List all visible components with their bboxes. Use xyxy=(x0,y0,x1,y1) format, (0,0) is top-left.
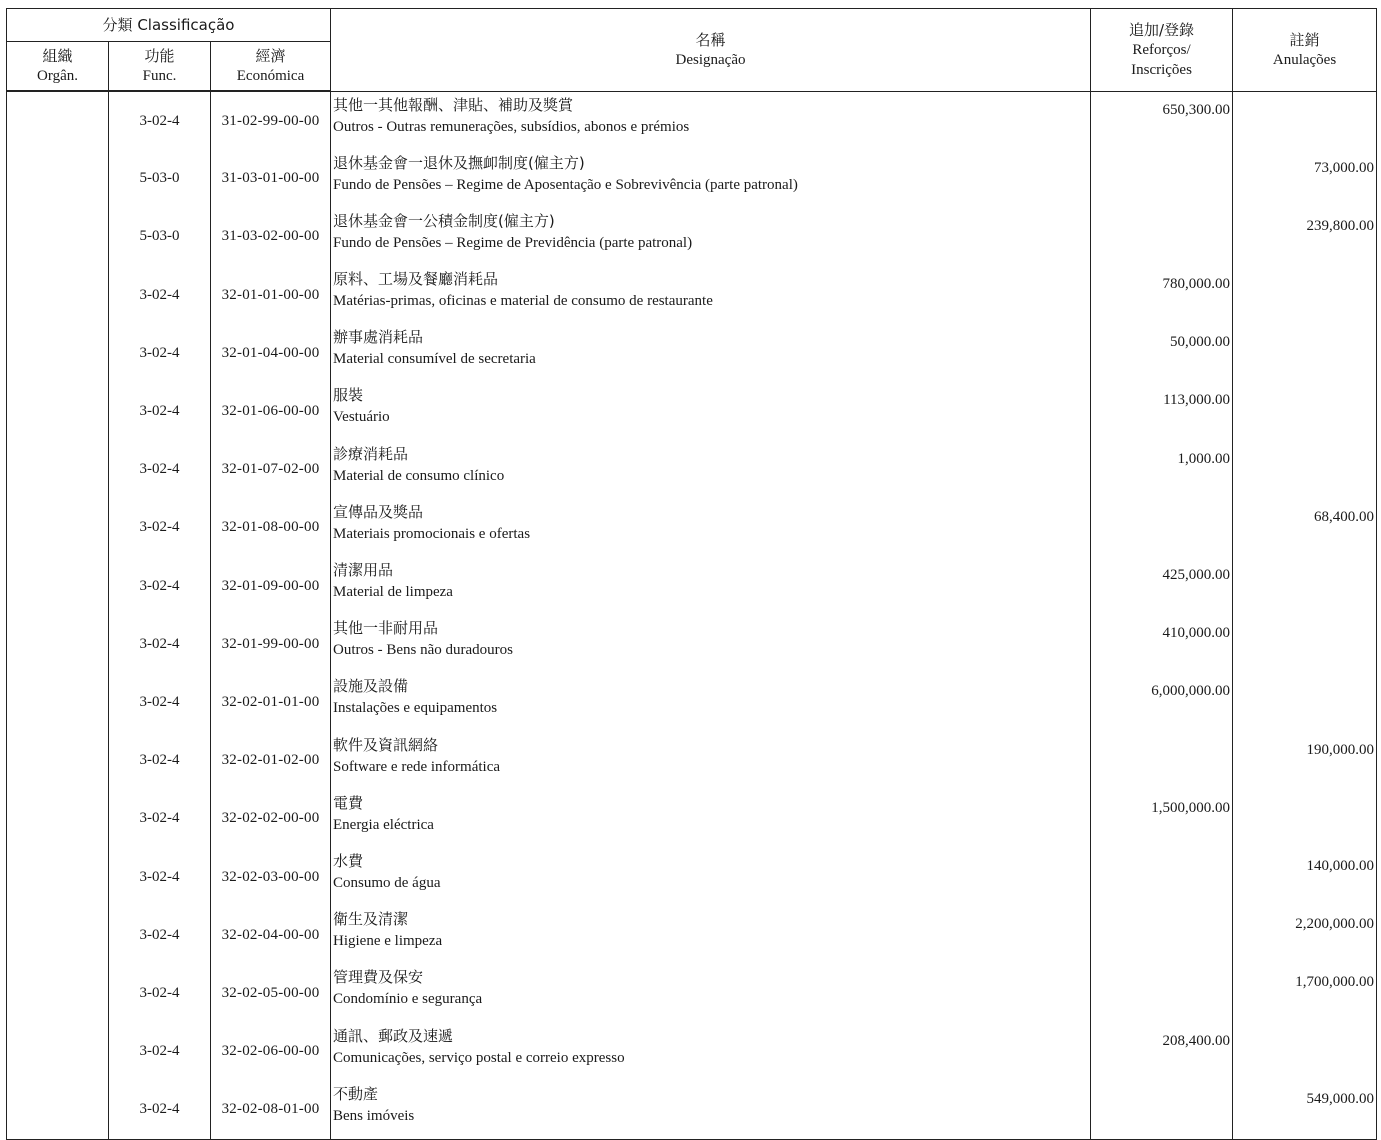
designation-zh: 退休基金會一退休及撫卹制度(僱主方) xyxy=(333,153,585,172)
econ-code-cell: 32-02-05-00-00 xyxy=(211,964,331,1022)
budget-table xyxy=(6,8,1377,1140)
reforco-amount: 208,400.00 xyxy=(1091,1023,1233,1081)
organ-cell xyxy=(7,790,109,848)
econ-header-pt: Económica xyxy=(236,68,305,84)
organ-cell xyxy=(7,964,109,1022)
designation-zh: 辦事處消耗品 xyxy=(333,328,424,347)
reforco-amount: 50,000.00 xyxy=(1091,324,1233,382)
organ-cell xyxy=(7,208,109,266)
designation-pt: Energia eléctrica xyxy=(333,816,434,833)
designation-zh: 設施及設備 xyxy=(333,677,409,696)
anulacao-amount: 190,000.00 xyxy=(1233,732,1377,790)
reforcos-header-pt2: Inscrições xyxy=(1131,61,1192,78)
designation-zh: 通訊、郵政及速遞 xyxy=(333,1026,454,1045)
anulacoes-header-pt: Anulações xyxy=(1272,51,1337,68)
designation-cell xyxy=(331,324,1091,382)
designation-zh: 服裝 xyxy=(333,386,364,405)
econ-code-cell: 32-02-01-01-00 xyxy=(211,673,331,731)
econ-code-cell: 32-01-04-00-00 xyxy=(211,324,331,382)
table-row xyxy=(7,91,1377,150)
anulacao-amount xyxy=(1233,441,1377,499)
econ-code-cell: 32-02-03-00-00 xyxy=(211,848,331,906)
designation-zh: 衛生及清潔 xyxy=(333,910,409,929)
func-code-cell: 3-02-4 xyxy=(109,324,211,382)
func-code-cell: 3-02-4 xyxy=(109,266,211,324)
reforco-amount: 410,000.00 xyxy=(1091,615,1233,673)
designation-cell xyxy=(331,964,1091,1022)
func-code-cell: 3-02-4 xyxy=(109,615,211,673)
econ-code-cell: 32-01-07-02-00 xyxy=(211,441,331,499)
func-code-cell: 3-02-4 xyxy=(109,91,211,150)
table-row xyxy=(7,1023,1377,1081)
designation-cell xyxy=(331,1023,1091,1081)
anulacoes-header xyxy=(1233,9,1377,92)
table-row xyxy=(7,324,1377,382)
table-row xyxy=(7,382,1377,440)
table-row xyxy=(7,499,1377,557)
designation-pt: Comunicações, serviço postal e correio expresso xyxy=(333,1049,625,1066)
econ-code-cell: 31-03-01-00-00 xyxy=(211,150,331,208)
designation-zh: 軟件及資訊網絡 xyxy=(333,735,439,754)
designation-pt: Materiais promocionais e ofertas xyxy=(333,525,531,542)
designation-header-zh: 名稱 xyxy=(695,30,726,49)
reforco-amount xyxy=(1091,732,1233,790)
econ-code-cell: 32-01-06-00-00 xyxy=(211,382,331,440)
designation-header-pt: Designação xyxy=(675,51,746,68)
table-row xyxy=(7,150,1377,208)
reforco-amount xyxy=(1091,1081,1233,1140)
func-header xyxy=(109,42,211,92)
organ-header-zh: 組織 xyxy=(42,47,73,65)
designation-pt: Material de consumo clínico xyxy=(333,467,505,484)
reforco-amount: 780,000.00 xyxy=(1091,266,1233,324)
designation-cell xyxy=(331,906,1091,964)
econ-code-cell: 31-02-99-00-00 xyxy=(211,91,331,150)
designation-zh: 其他一非耐用品 xyxy=(333,619,439,638)
func-header-zh: 功能 xyxy=(144,47,175,65)
organ-cell xyxy=(7,91,109,150)
designation-zh: 清潔用品 xyxy=(333,561,394,579)
econ-code-cell: 32-02-01-02-00 xyxy=(211,732,331,790)
organ-cell xyxy=(7,382,109,440)
reforcos-header-zh: 追加/登錄 xyxy=(1128,20,1195,39)
anulacao-amount: 2,200,000.00 xyxy=(1233,906,1377,964)
reforco-amount xyxy=(1091,906,1233,964)
econ-code-cell: 31-03-02-00-00 xyxy=(211,208,331,266)
designation-pt: Condomínio e segurança xyxy=(333,991,483,1008)
anulacao-amount xyxy=(1233,557,1377,615)
designation-pt: Vestuário xyxy=(333,409,390,426)
econ-header-zh: 經濟 xyxy=(255,47,286,65)
func-code-cell: 3-02-4 xyxy=(109,848,211,906)
anulacao-amount: 68,400.00 xyxy=(1233,499,1377,557)
designation-pt: Bens imóveis xyxy=(333,1107,415,1124)
designation-cell xyxy=(331,673,1091,731)
table-row xyxy=(7,673,1377,731)
anulacao-amount: 239,800.00 xyxy=(1233,208,1377,266)
organ-cell xyxy=(7,673,109,731)
anulacao-amount: 549,000.00 xyxy=(1233,1081,1377,1140)
table-row xyxy=(7,732,1377,790)
designation-cell xyxy=(331,266,1091,324)
designation-zh: 原料、工場及餐廳消耗品 xyxy=(333,270,499,289)
table-row xyxy=(7,848,1377,906)
table-row xyxy=(7,441,1377,499)
reforco-amount: 6,000,000.00 xyxy=(1091,673,1233,731)
econ-code-cell: 32-01-08-00-00 xyxy=(211,499,331,557)
table-row xyxy=(7,964,1377,1022)
func-code-cell: 3-02-4 xyxy=(109,1081,211,1140)
designation-zh: 診療消耗品 xyxy=(333,444,409,463)
table-body xyxy=(7,91,1377,1139)
anulacao-amount xyxy=(1233,91,1377,150)
organ-cell xyxy=(7,324,109,382)
reforco-amount: 650,300.00 xyxy=(1091,91,1233,150)
organ-header xyxy=(7,42,109,92)
organ-cell xyxy=(7,499,109,557)
anulacao-amount xyxy=(1233,266,1377,324)
reforcos-header xyxy=(1091,9,1233,92)
reforco-amount xyxy=(1091,208,1233,266)
econ-code-cell: 32-02-02-00-00 xyxy=(211,790,331,848)
anulacao-amount xyxy=(1233,790,1377,848)
designation-header xyxy=(331,9,1091,92)
reforco-amount: 425,000.00 xyxy=(1091,557,1233,615)
reforco-amount xyxy=(1091,848,1233,906)
designation-pt: Software e rede informática xyxy=(333,758,501,775)
organ-cell xyxy=(7,266,109,324)
designation-cell xyxy=(331,557,1091,615)
designation-cell xyxy=(331,91,1091,150)
econ-header xyxy=(211,42,331,92)
designation-cell xyxy=(331,848,1091,906)
table-header xyxy=(7,9,1377,92)
designation-cell xyxy=(331,615,1091,673)
anulacao-amount: 140,000.00 xyxy=(1233,848,1377,906)
organ-cell xyxy=(7,615,109,673)
func-code-cell: 3-02-4 xyxy=(109,557,211,615)
func-code-cell: 3-02-4 xyxy=(109,732,211,790)
designation-zh: 水費 xyxy=(333,851,364,870)
designation-cell xyxy=(331,790,1091,848)
econ-code-cell: 32-01-99-00-00 xyxy=(211,615,331,673)
designation-pt: Consumo de água xyxy=(333,874,441,891)
designation-zh: 退休基金會一公積金制度(僱主方) xyxy=(333,211,555,230)
table-row xyxy=(7,615,1377,673)
table-row xyxy=(7,266,1377,324)
organ-header-pt: Orgân. xyxy=(37,68,78,84)
func-code-cell: 3-02-4 xyxy=(109,964,211,1022)
func-code-cell: 3-02-4 xyxy=(109,673,211,731)
func-code-cell: 5-03-0 xyxy=(109,208,211,266)
designation-pt: Higiene e limpeza xyxy=(333,933,443,950)
anulacoes-header-zh: 註銷 xyxy=(1289,30,1320,49)
reforco-amount: 113,000.00 xyxy=(1091,382,1233,440)
organ-cell xyxy=(7,150,109,208)
designation-pt: Material de limpeza xyxy=(333,584,453,600)
designation-cell xyxy=(331,382,1091,440)
table-row xyxy=(7,208,1377,266)
organ-cell xyxy=(7,441,109,499)
table-row xyxy=(7,557,1377,615)
designation-pt: Material consumível de secretaria xyxy=(333,351,536,368)
reforco-amount: 1,500,000.00 xyxy=(1091,790,1233,848)
reforcos-header-pt1: Reforços/ xyxy=(1132,41,1191,58)
designation-zh: 管理費及保安 xyxy=(333,968,424,987)
reforco-amount: 1,000.00 xyxy=(1091,441,1233,499)
func-code-cell: 3-02-4 xyxy=(109,382,211,440)
designation-cell xyxy=(331,732,1091,790)
anulacao-amount: 73,000.00 xyxy=(1233,150,1377,208)
func-code-cell: 3-02-4 xyxy=(109,499,211,557)
designation-zh: 其他一其他報酬、津貼、補助及獎賞 xyxy=(333,95,574,114)
designation-cell xyxy=(331,1081,1091,1140)
table-row xyxy=(7,1081,1377,1140)
func-code-cell: 3-02-4 xyxy=(109,906,211,964)
designation-cell xyxy=(331,150,1091,208)
organ-cell xyxy=(7,906,109,964)
designation-pt: Outros - Bens não duradouros xyxy=(333,642,513,659)
organ-cell xyxy=(7,557,109,615)
econ-code-cell: 32-02-06-00-00 xyxy=(211,1023,331,1081)
anulacao-amount xyxy=(1233,324,1377,382)
organ-cell xyxy=(7,732,109,790)
anulacao-amount xyxy=(1233,615,1377,673)
func-code-cell: 5-03-0 xyxy=(109,150,211,208)
table-row xyxy=(7,790,1377,848)
designation-pt: Fundo de Pensões – Regime de Previdência (parte patronal) xyxy=(333,234,693,251)
reforco-amount xyxy=(1091,964,1233,1022)
designation-cell xyxy=(331,499,1091,557)
organ-cell xyxy=(7,848,109,906)
reforco-amount xyxy=(1091,499,1233,557)
organ-cell xyxy=(7,1023,109,1081)
designation-zh: 宣傳品及獎品 xyxy=(333,502,424,521)
designation-cell xyxy=(331,441,1091,499)
anulacao-amount xyxy=(1233,1023,1377,1081)
designation-pt: Outros - Outras remunerações, subsídios, abonos e prémios xyxy=(333,118,690,135)
func-code-cell: 3-02-4 xyxy=(109,441,211,499)
anulacao-amount xyxy=(1233,673,1377,731)
designation-zh: 不動產 xyxy=(333,1084,379,1103)
designation-cell xyxy=(331,208,1091,266)
designation-zh: 電費 xyxy=(333,793,364,812)
econ-code-cell: 32-02-04-00-00 xyxy=(211,906,331,964)
econ-code-cell: 32-01-09-00-00 xyxy=(211,557,331,615)
anulacao-amount xyxy=(1233,382,1377,440)
econ-code-cell: 32-02-08-01-00 xyxy=(211,1081,331,1140)
table-row xyxy=(7,906,1377,964)
func-code-cell: 3-02-4 xyxy=(109,1023,211,1081)
reforco-amount xyxy=(1091,150,1233,208)
designation-pt: Instalações e equipamentos xyxy=(333,700,498,717)
func-header-pt: Func. xyxy=(142,68,177,84)
designation-pt: Fundo de Pensões – Regime de Aposentação e Sobrevivência (parte patronal) xyxy=(333,176,798,193)
econ-code-cell: 32-01-01-00-00 xyxy=(211,266,331,324)
anulacao-amount: 1,700,000.00 xyxy=(1233,964,1377,1022)
func-code-cell: 3-02-4 xyxy=(109,790,211,848)
designation-pt: Matérias-primas, oficinas e material de consumo de restaurante xyxy=(333,293,713,310)
organ-cell xyxy=(7,1081,109,1140)
classification-header: 分類 Classificação xyxy=(7,9,331,42)
